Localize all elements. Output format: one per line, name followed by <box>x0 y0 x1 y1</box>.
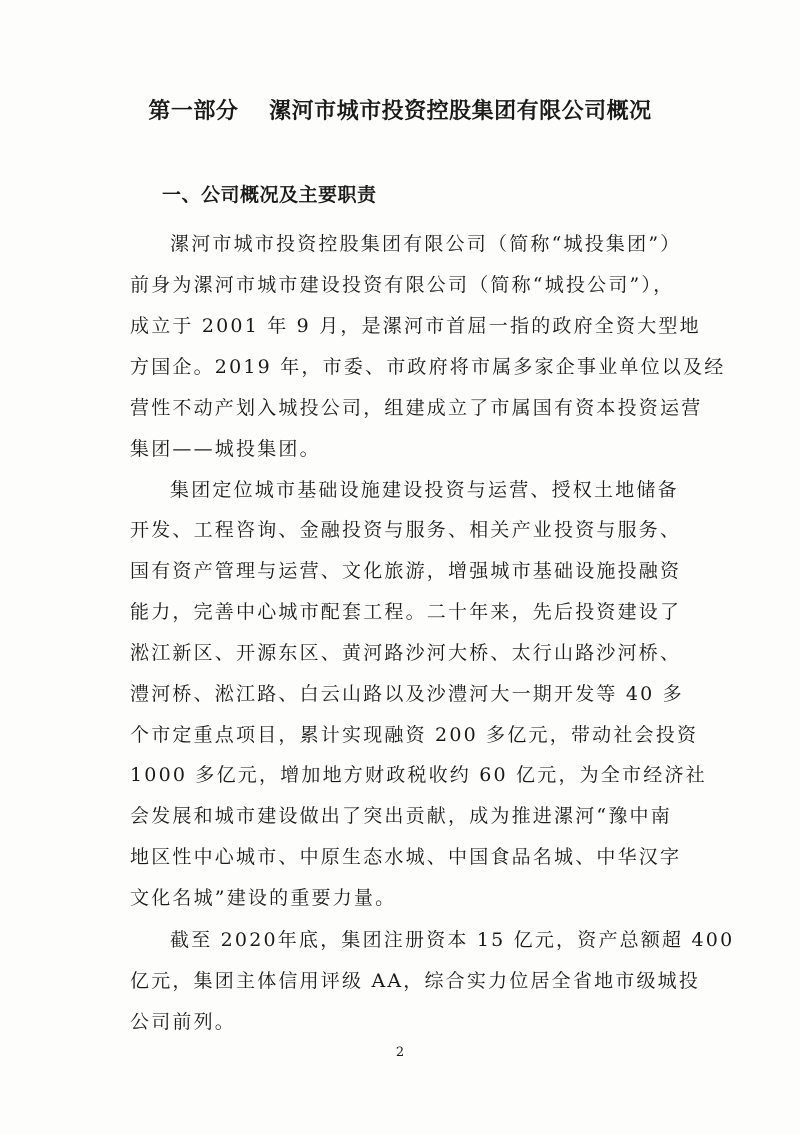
paragraph-line: 会发展和城市建设做出了突出贡献，成为推进漯河“豫中南 <box>130 805 672 827</box>
page-number: 2 <box>395 1045 405 1060</box>
paragraph-line: 集团——城投集团。 <box>130 438 321 460</box>
paragraph-line: 成立于 2001 年 9 月，是漯河市首屈一指的政府全资大型地 <box>130 315 701 337</box>
paragraph-line: 澧河桥、淞江路、白云山路以及沙澧河大一期开发等 40 多 <box>130 683 684 705</box>
paragraph-line: 集团定位城市基础设施建设投资与运营、授权土地储备 <box>170 479 679 501</box>
section-heading: 一、公司概况及主要职责 <box>162 184 377 206</box>
paragraph-line: 地区性中心城市、中原生态水城、中国食品名城、中华汉字 <box>130 846 682 868</box>
paragraph-line: 淞江新区、开源东区、黄河路沙河大桥、太行山路沙河桥、 <box>130 642 682 664</box>
paragraph-line: 能力，完善中心城市配套工程。二十年来，先后投资建设了 <box>130 601 682 623</box>
paragraph-line: 亿元，集团主体信用评级 AA，综合实力位居全省地市级城投 <box>130 970 701 992</box>
document-title: 第一部分 漯河市城市投资控股集团有限公司概况 <box>148 99 652 124</box>
paragraph-line: 前身为漯河市城市建设投资有限公司（简称“城投公司”）， <box>130 274 675 296</box>
paragraph-line: 开发、工程咨询、金融投资与服务、相关产业投资与服务、 <box>130 519 682 541</box>
paragraph-line: 个市定重点项目，累计实现融资 200 多亿元，带动社会投资 <box>130 724 699 746</box>
paragraph-line: 截至 2020年底，集团注册资本 15 亿元，资产总额超 400 <box>170 929 735 951</box>
paragraph-line: 方国企。2019 年，市委、市政府将市属多家企事业单位以及经 <box>130 356 726 378</box>
paragraph-line: 1000 多亿元，增加地方财政税收约 60 亿元，为全市经济社 <box>130 764 707 786</box>
paragraph-line: 文化名城”建设的重要力量。 <box>130 887 397 909</box>
paragraph-line: 国有资产管理与运营、文化旅游，增强城市基础设施投融资 <box>130 560 682 582</box>
paragraph-line: 公司前列。 <box>130 1011 237 1033</box>
paragraph-line: 漯河市城市投资控股集团有限公司（简称“城投集团”） <box>170 233 682 255</box>
paragraph-line: 营性不动产划入城投公司，组建成立了市属国有资本投资运营 <box>130 397 703 419</box>
